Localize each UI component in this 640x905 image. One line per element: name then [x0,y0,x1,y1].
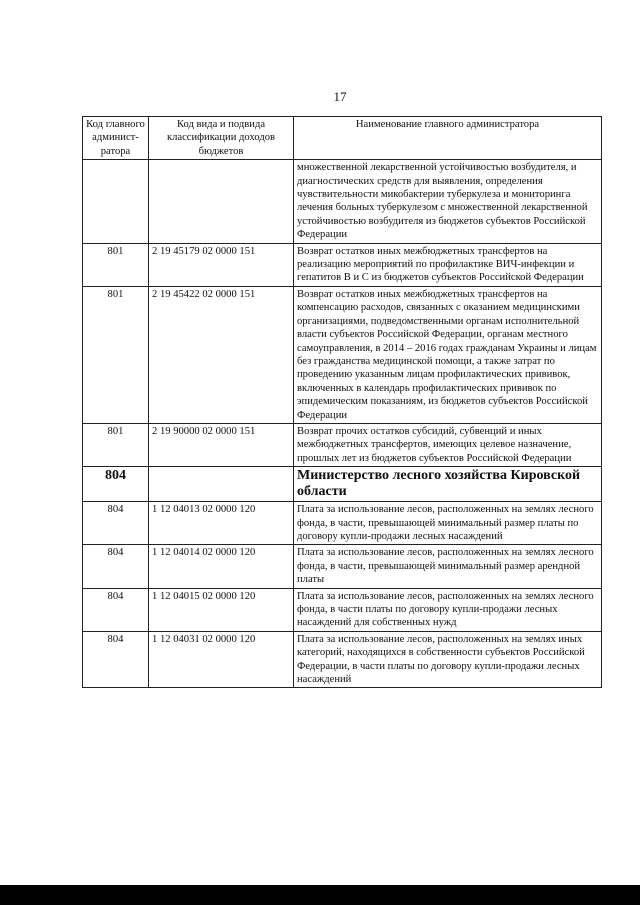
table-header-row [83,117,602,160]
admin-code-cell: 801 [83,243,149,286]
admin-code-cell: 804 [83,631,149,688]
admin-name-cell: Плата за использование лесов, расположенных на землях иных категорий, находящихся в собственности субъектов Российской Федерации, в части платы по договору купли-продажи лесных насаждений [294,631,602,688]
admin-code-cell: 804 [83,467,149,502]
table-row [83,631,602,688]
admin-code-cell: 801 [83,423,149,466]
kbk-cell: 1 12 04015 02 0000 120 [149,588,294,631]
admin-name-cell: множественной лекарственной устойчивостью возбудителя, и диагностических средств для выявления, определения чувствительности микобактерии туберкулеза и мониторинга лечения больных туберкулезом с множественной лекарственной устойчивостью возбудителя из бюджетов субъектов Российской Федерации [294,160,602,243]
admin-name-cell: Возврат остатков иных межбюджетных трансфертов на реализацию мероприятий по профилактике ВИЧ-инфекции и гепатитов B и C из бюджетов субъектов Российской Федерации [294,243,602,286]
kbk-cell [149,467,294,502]
kbk-cell: 1 12 04031 02 0000 120 [149,631,294,688]
kbk-cell: 1 12 04014 02 0000 120 [149,545,294,588]
revenue-classification-table [82,116,602,688]
table-row [83,286,602,423]
admin-code-cell: 801 [83,286,149,423]
admin-name-cell: Плата за использование лесов, расположенных на землях лесного фонда, в части платы по договору купли-продажи лесных насаждений для собственных нужд [294,588,602,631]
table-row [83,588,602,631]
page-number: 17 [333,89,347,104]
ministry-row [83,467,602,502]
kbk-cell: 2 19 45422 02 0000 151 [149,286,294,423]
admin-code-cell: 804 [83,588,149,631]
admin-code-cell: 804 [83,502,149,545]
admin-name-cell: Министерство лесного хозяйства Кировской области [294,467,602,502]
admin-name-cell: Возврат прочих остатков субсидий, субвенций и иных межбюджетных трансфертов, имеющих целевое назначение, прошлых лет из бюджетов субъектов Российской Федерации [294,423,602,466]
scan-bottom-edge [0,885,640,905]
header-admin-name: Наименование главного администратора [294,117,602,160]
admin-name-cell: Плата за использование лесов, расположенных на землях лесного фонда, в части, превышающей минимальный размер платы по договору купли-продажи лесных насаждений [294,502,602,545]
admin-name-cell: Возврат остатков иных межбюджетных трансфертов на компенсацию расходов, связанных с оказанием медицинскими организациями, подведомственными органам исполнительной власти субъектов Российской Федерации, органам местного самоуправления, в 2014 – 2016 годах гражданам Украины и лицам без гражданства медицинской помощи, а также затрат по проведению указанным лицам профилактических прививок, включенных в календарь профилактических прививок по эпидемическим показаниям, из бюджетов субъектов Российской Федерации [294,286,602,423]
table-row [83,243,602,286]
admin-code-cell: 804 [83,545,149,588]
kbk-cell: 2 19 45179 02 0000 151 [149,243,294,286]
table-row [83,423,602,466]
admin-name-cell: Плата за использование лесов, расположенных на землях лесного фонда, в части, превышающей минимальный размер арендной платы [294,545,602,588]
kbk-cell: 2 19 90000 02 0000 151 [149,423,294,466]
header-kbk: Код вида и подвида классификации доходов бюджетов [149,117,294,160]
kbk-cell [149,160,294,243]
admin-code-cell [83,160,149,243]
header-admin-code: Код главного админист-ратора [83,117,149,160]
table-row [83,545,602,588]
table-row [83,502,602,545]
table-row [83,160,602,243]
kbk-cell: 1 12 04013 02 0000 120 [149,502,294,545]
